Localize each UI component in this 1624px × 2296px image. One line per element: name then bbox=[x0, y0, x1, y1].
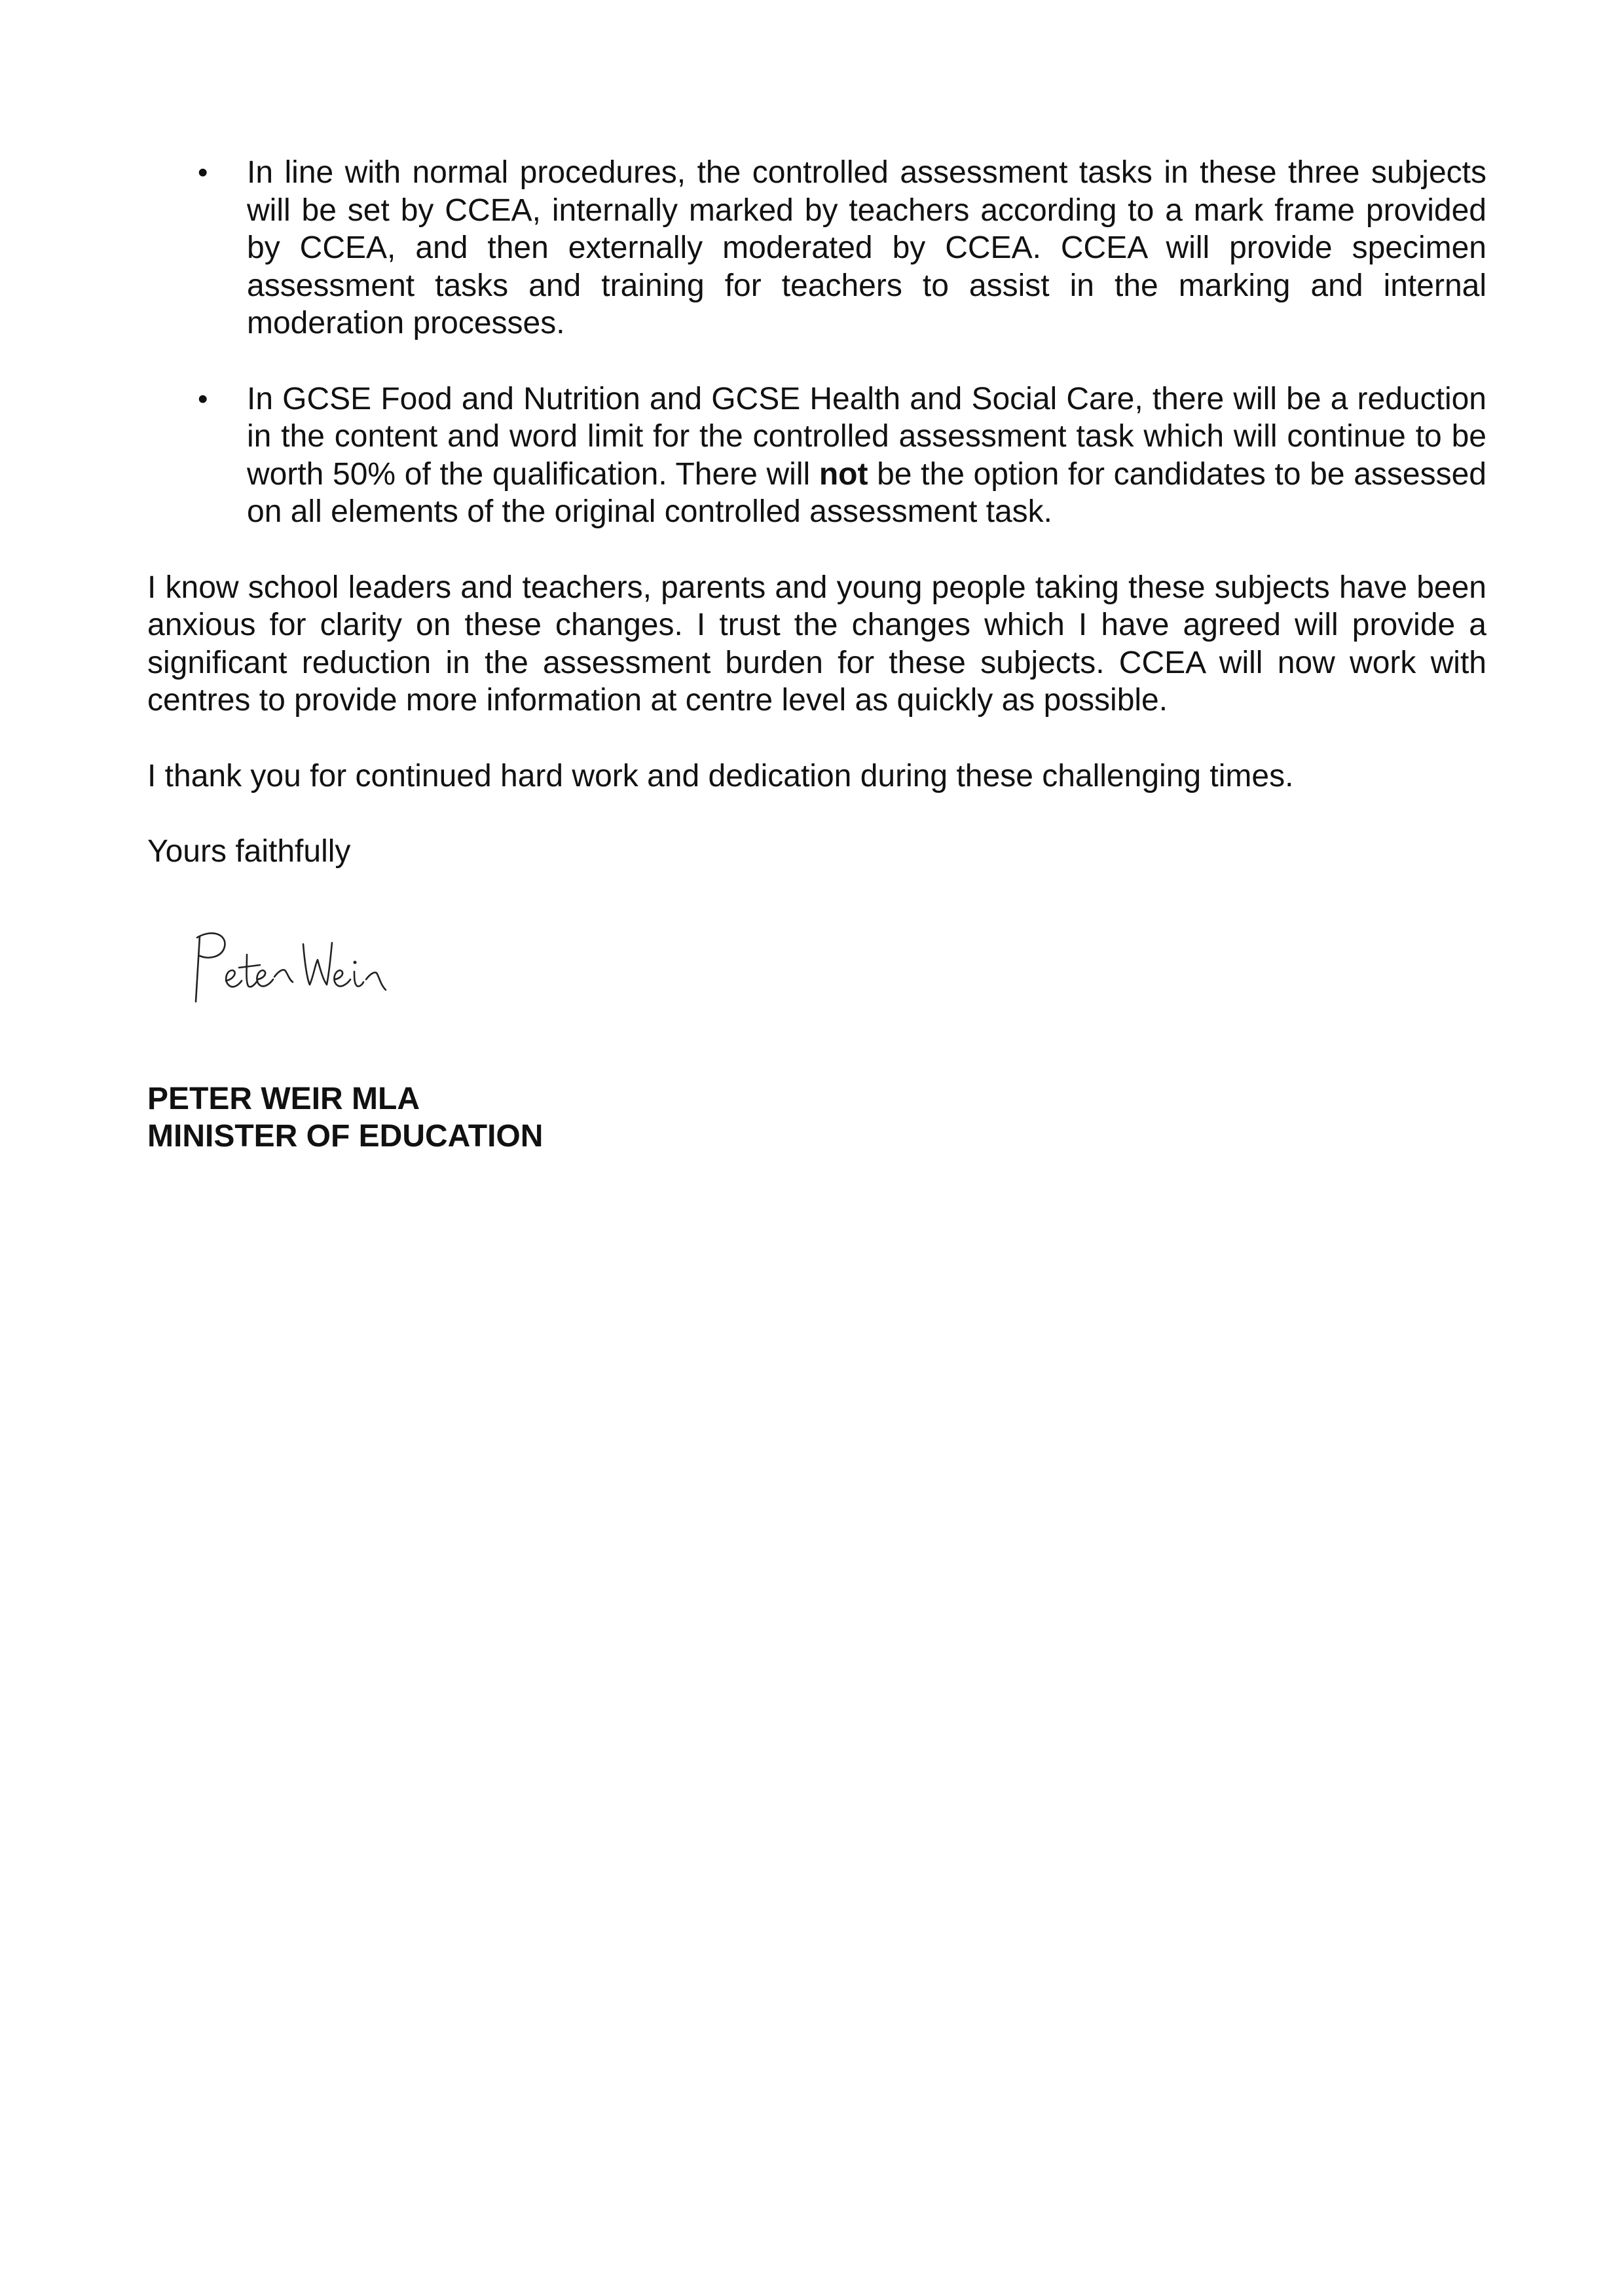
signatory-block bbox=[147, 1080, 1486, 1156]
bullet-list bbox=[147, 154, 1486, 531]
closing-salutation: Yours faithfully bbox=[147, 834, 351, 869]
paragraph-thanks: I thank you for continued hard work and dedication during these challenging times. bbox=[147, 758, 1294, 793]
paragraph-clarity: I know school leaders and teachers, parents and young people taking these subjects have been anxious for clarity on these changes. I trust the changes which I have agreed will provide a significant reduction in the assessment burden for these subjects. CCEA will now work with centres to provide more information at centre level as quickly as possible. bbox=[147, 570, 1486, 718]
bullet-item-moderation bbox=[147, 154, 1486, 342]
signatory-name: PETER WEIR MLA bbox=[147, 1081, 420, 1116]
bullet-item-content-reduction bbox=[147, 380, 1486, 531]
bullet-text: In line with normal procedures, the controlled assessment tasks in these three subjects will be set by CCEA, internally marked by teachers according to a mark frame provided by CCEA, and then externally moderated by CCEA. CCEA will provide specimen assessment tasks and training for teachers to assist in the marking and internal moderation processes. bbox=[247, 155, 1486, 340]
bullet-emphasis: not bbox=[819, 456, 868, 492]
signatory-title: MINISTER OF EDUCATION bbox=[147, 1119, 544, 1154]
handwritten-signature bbox=[187, 917, 422, 1015]
bullet-marker: • bbox=[198, 382, 208, 415]
letter-body bbox=[147, 154, 1486, 1156]
bullet-text-start: In GCSE Food and Nutrition and GCSE Health and Social Care, there will be a reduction in the content and word limit for the controlled assessment task which will continue to be worth 50% of the qualification. There will bbox=[247, 381, 1486, 492]
bullet-text-end: be the option for candidates to be assessed on all elements of the original controlled assessment task. bbox=[247, 456, 1486, 529]
bullet-marker: • bbox=[198, 156, 208, 189]
